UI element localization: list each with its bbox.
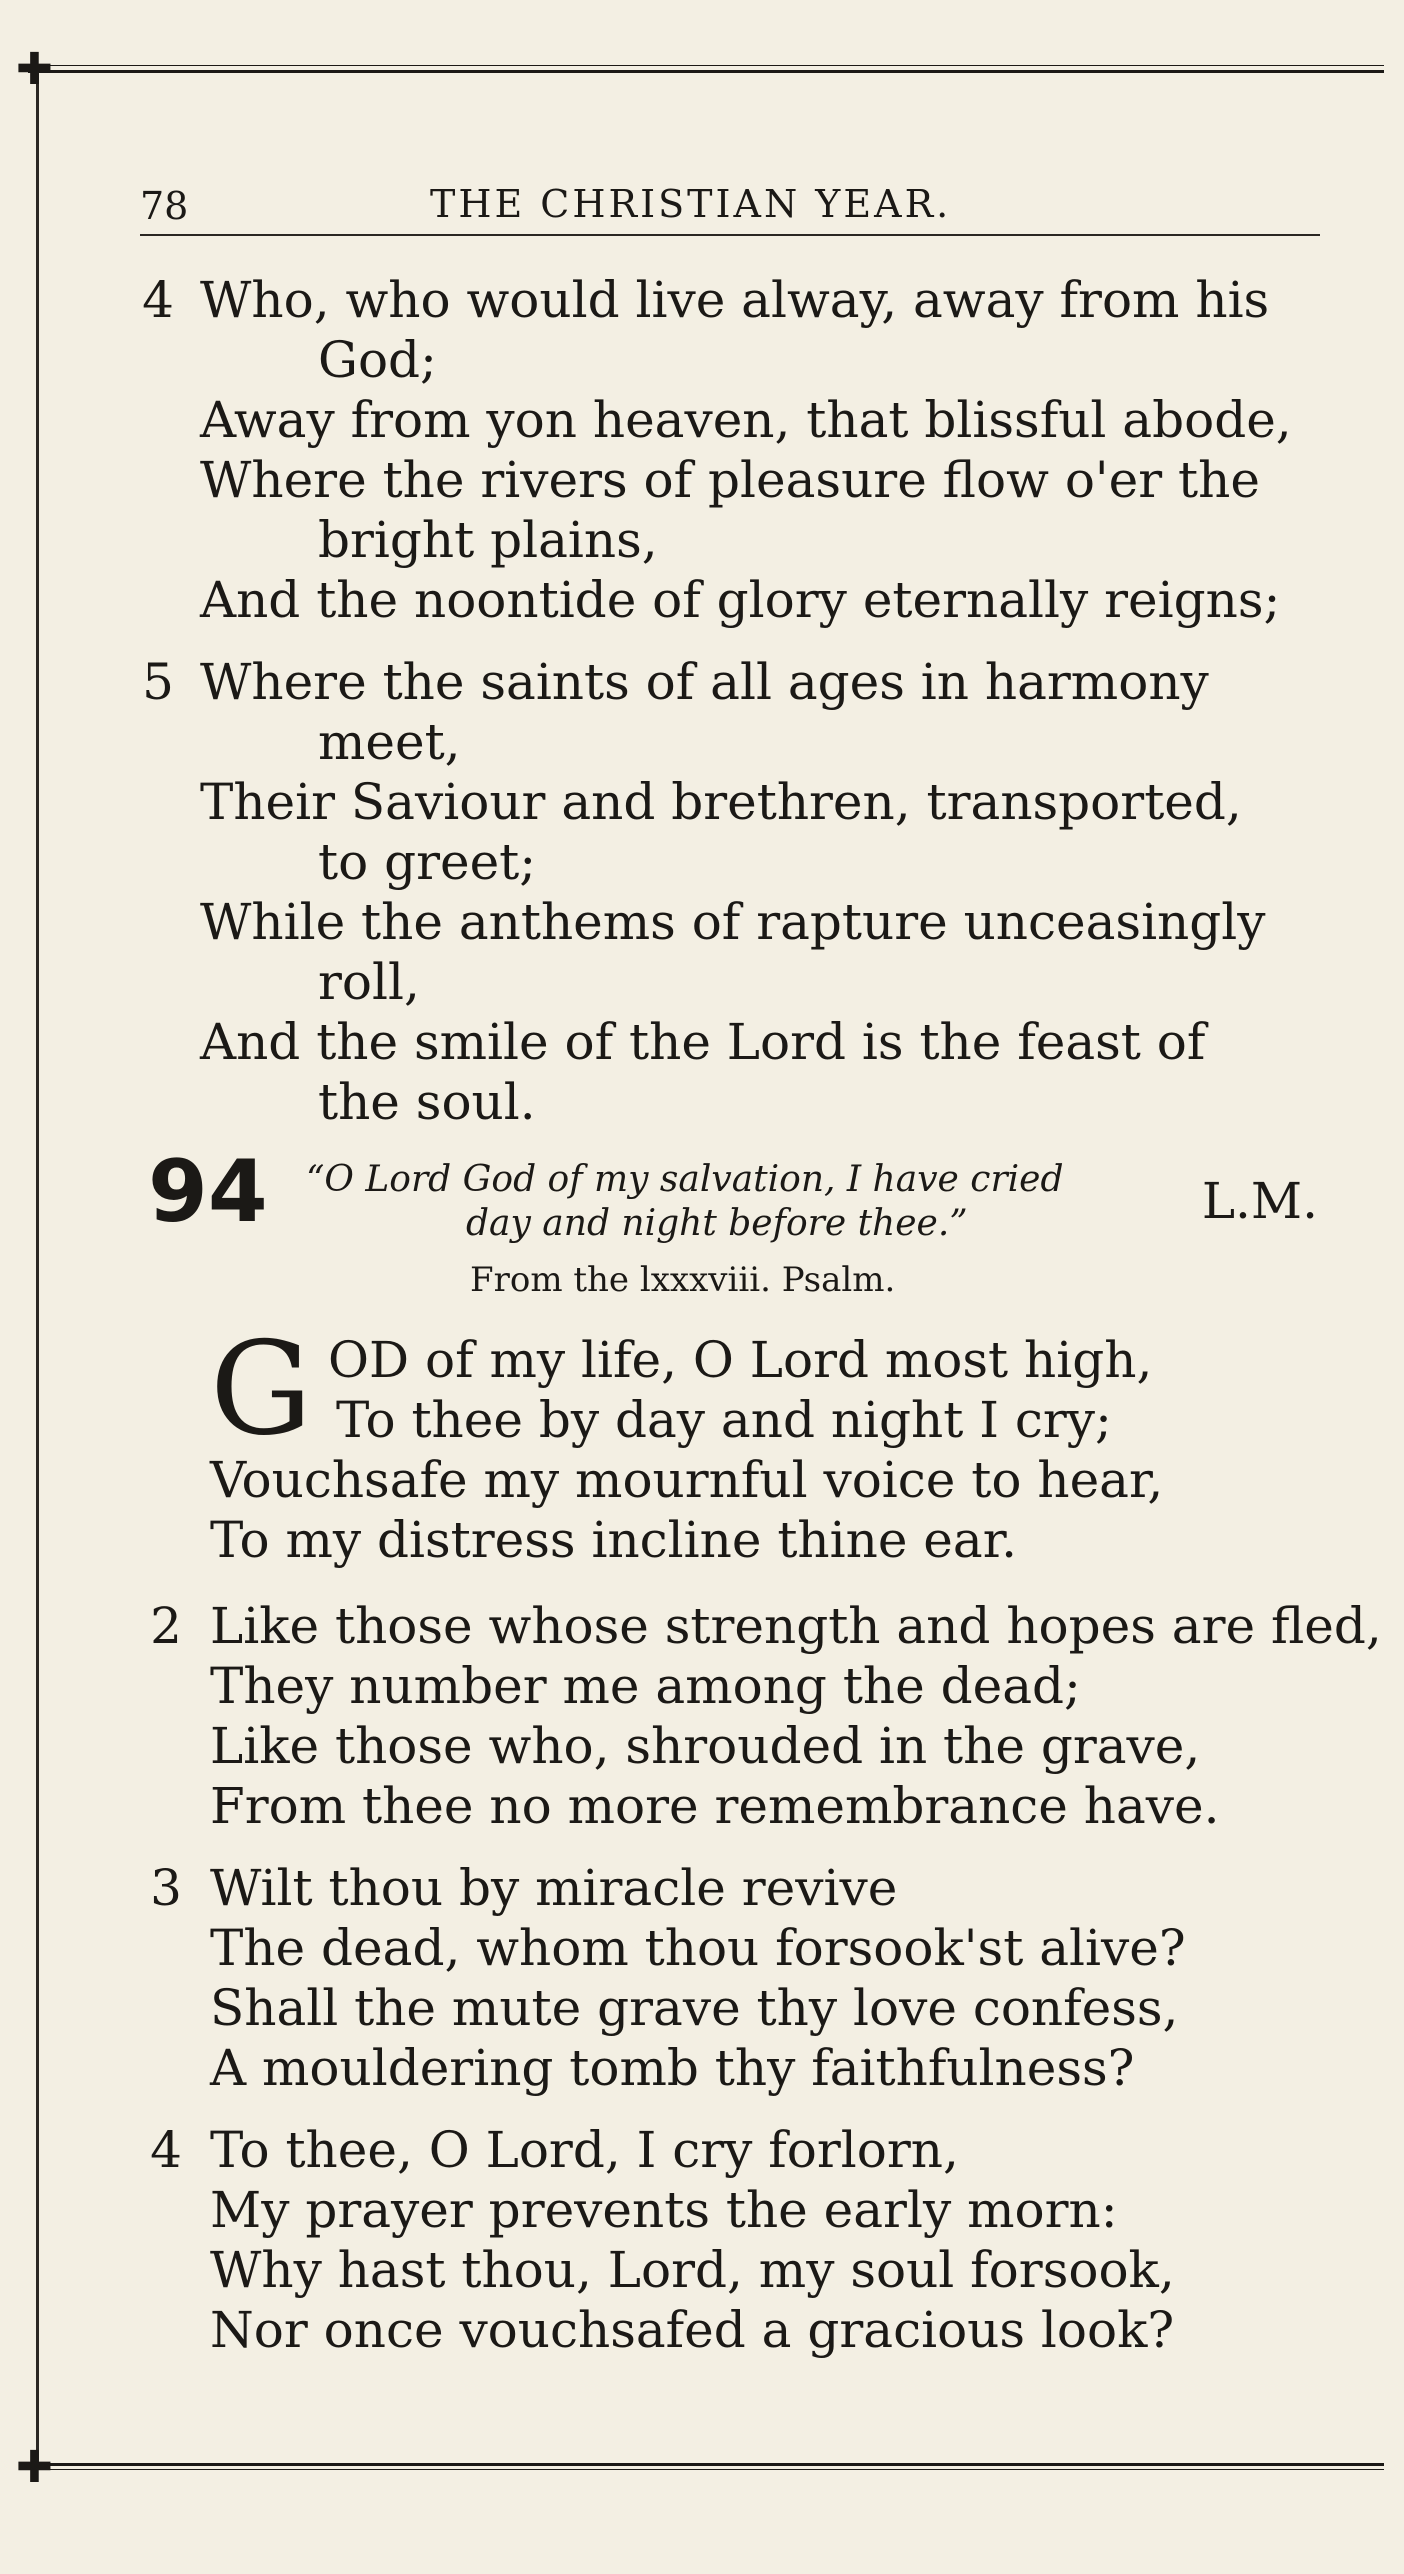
verse-line — [138, 510, 1318, 570]
hymn-epigraph — [306, 1158, 1206, 1246]
stanza — [146, 1858, 1326, 2098]
verse-line — [146, 2300, 1326, 2360]
top-border-thin-rule — [28, 65, 1384, 66]
verse-line — [138, 390, 1318, 450]
verse-text: meet, — [318, 713, 461, 771]
hymn-meter: L.M. — [1201, 1172, 1318, 1230]
drop-cap: G — [210, 1315, 313, 1464]
hymn-source: From the lxxxviii. Psalm. — [470, 1260, 896, 1300]
verse-text: A mouldering tomb thy faithfulness? — [210, 2039, 1135, 2097]
running-title: THE CHRISTIAN YEAR. — [430, 182, 952, 226]
verse-text: Their Saviour and brethren, transported, — [200, 773, 1242, 831]
stanza — [146, 2120, 1326, 2360]
verse-text: And the noontide of glory eternally reigns; — [200, 571, 1281, 629]
verse-line — [138, 570, 1318, 630]
top-border-rule — [28, 70, 1384, 73]
verse-text: the soul. — [318, 1073, 536, 1131]
page-number: 78 — [140, 184, 189, 228]
verse-text: Wilt thou by miracle revive — [210, 1859, 898, 1917]
previous-hymn-stanzas — [138, 270, 1318, 1154]
verse-line: To my distress incline thine ear. — [210, 1511, 1018, 1569]
verse-text: Like those who, shrouded in the grave, — [210, 1717, 1201, 1775]
verse-line: Vouchsafe my mournful voice to hear, — [210, 1451, 1164, 1509]
verse-line — [138, 832, 1318, 892]
verse-line — [146, 1978, 1326, 2038]
verse-line — [138, 712, 1318, 772]
bottom-border-rule — [28, 2463, 1384, 2466]
verse-line — [146, 1596, 1382, 1656]
verse-line: To thee by day and night I cry; — [336, 1391, 1112, 1449]
epigraph-line-1: “O Lord God of my salvation, I have cried — [306, 1159, 1064, 1200]
verse-line — [146, 2240, 1326, 2300]
stanza-number: 3 — [150, 1859, 182, 1917]
verse-line — [138, 772, 1318, 832]
verse-text: Where the saints of all ages in harmony — [200, 653, 1209, 711]
verse-line — [146, 2120, 1326, 2180]
running-header — [140, 178, 1320, 228]
hymn-number: 94 — [148, 1142, 268, 1242]
verse-line — [146, 1716, 1326, 1776]
stanza-number: 4 — [150, 2121, 182, 2179]
stanza — [138, 652, 1318, 1132]
verse-text: Who, who would live alway, away from his — [200, 271, 1270, 329]
verse-line — [146, 1776, 1326, 1836]
verse-text: Like those whose strength and hopes are fled, — [210, 1597, 1382, 1655]
verse-text: Shall the mute grave thy love confess, — [210, 1979, 1179, 2037]
verse-line — [138, 652, 1318, 712]
verse-text: They number me among the dead; — [210, 1657, 1081, 1715]
verse-text: to greet; — [318, 833, 537, 891]
verse-text: My prayer prevents the early morn: — [210, 2181, 1118, 2239]
verse-text: While the anthems of rapture unceasingly — [200, 893, 1266, 951]
verse-text: Where the rivers of pleasure flow o'er the — [200, 451, 1260, 509]
verse-line — [138, 450, 1318, 510]
left-border-rule — [36, 66, 39, 2466]
verse-text: Nor once vouchsafed a gracious look? — [210, 2301, 1175, 2359]
verse-line — [138, 892, 1318, 952]
hymn-stanzas — [146, 1596, 1382, 2382]
stanza — [138, 270, 1318, 630]
verse-line — [146, 2038, 1326, 2098]
verse-line — [146, 1656, 1326, 1716]
hymn-heading — [148, 1142, 1318, 1300]
verse-line — [146, 2180, 1326, 2240]
verse-line: OD of my life, O Lord most high, — [328, 1331, 1153, 1389]
verse-text: Away from yon heaven, that blissful abode, — [200, 391, 1292, 449]
verse-text: And the smile of the Lord is the feast of — [200, 1013, 1206, 1071]
verse-text: The dead, whom thou forsook'st alive? — [210, 1919, 1186, 1977]
top-left-cross-ornament: ✚ — [16, 44, 53, 95]
stanza-number: 5 — [142, 653, 174, 711]
verse-text: From thee no more remembrance have. — [210, 1777, 1220, 1835]
stanza-number: 2 — [150, 1597, 182, 1655]
verse-text: To thee, O Lord, I cry forlorn, — [210, 2121, 959, 2179]
epigraph-line-2: day and night before thee.” — [466, 1203, 968, 1244]
verse-line — [138, 270, 1318, 330]
verse-line — [138, 952, 1318, 1012]
verse-text: Why hast thou, Lord, my soul forsook, — [210, 2241, 1175, 2299]
verse-line — [138, 1012, 1318, 1072]
verse-text: bright plains, — [318, 511, 658, 569]
verse-line — [138, 330, 1318, 390]
verse-line — [146, 1858, 1326, 1918]
verse-text: God; — [318, 331, 437, 389]
verse-text: roll, — [318, 953, 420, 1011]
verse-line — [146, 1918, 1326, 1978]
stanza — [146, 1596, 1382, 1836]
verse-line — [138, 1072, 1318, 1132]
bottom-border-thin-rule — [28, 2469, 1384, 2470]
bottom-left-cross-ornament: ✚ — [16, 2442, 53, 2493]
hymn-first-stanza — [138, 1315, 1318, 1570]
header-rule — [140, 234, 1320, 236]
stanza-number: 4 — [142, 271, 174, 329]
